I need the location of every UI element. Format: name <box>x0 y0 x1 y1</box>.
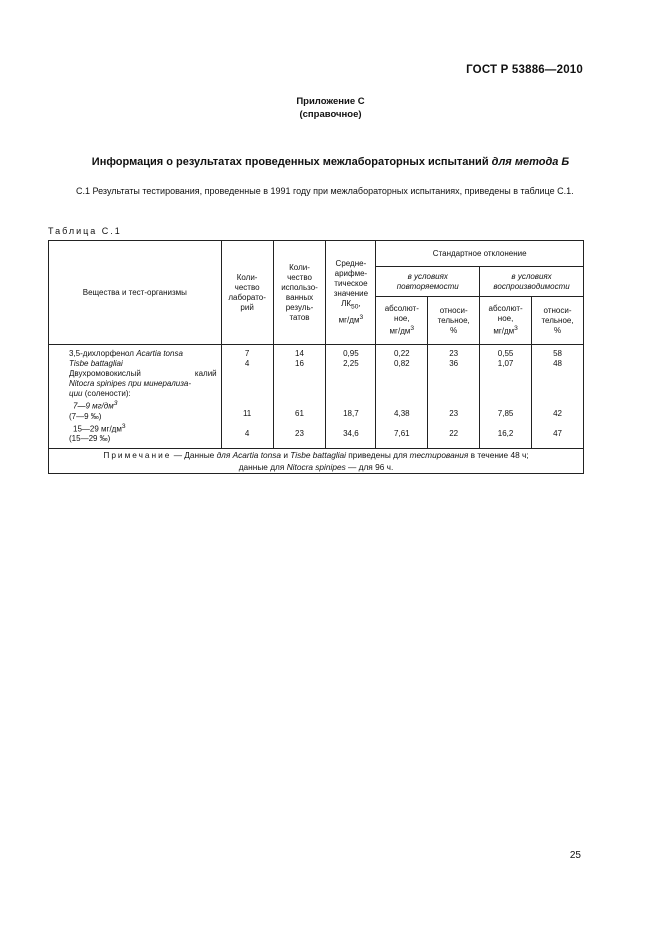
abs2-row-3: 7,85 <box>497 409 514 418</box>
tisbe-name: Tisbe battagliai <box>69 359 123 368</box>
substance-tisbe <box>69 359 221 369</box>
rel2-row-2: 48 <box>553 359 562 368</box>
abs1-row-3: 4,38 <box>394 409 410 418</box>
abs1-row-2: 0,82 <box>394 359 410 368</box>
substance-dcp <box>69 349 221 359</box>
results-row-1: 14 <box>295 349 304 358</box>
rel1-row-1: 23 <box>449 349 459 358</box>
range-1-sup: 3 <box>113 400 118 407</box>
note-p3: и <box>281 450 291 460</box>
section-title <box>0 156 661 168</box>
abs2-row-4: 16,2 <box>497 429 514 438</box>
results-row-3: 61 <box>295 409 304 418</box>
header-mean <box>326 241 376 345</box>
note-p4: Tisbe battagliai <box>290 450 346 460</box>
range-2-text: 15—29 мг/дм <box>73 424 122 434</box>
abs1-row-1: 0,22 <box>394 349 410 358</box>
rel2-row-3: 42 <box>553 409 562 418</box>
header-abs-reprod <box>480 297 532 345</box>
rel1-row-4: 22 <box>449 429 459 438</box>
intro-paragraph: С.1 Результаты тестирования, проведенные в 1991 году при межлабораторных испытаниях, приведены в таблице С.1. <box>76 186 574 196</box>
note-p8: данные для <box>238 462 287 472</box>
appendix-title: Приложение С <box>296 96 365 107</box>
appendix-subtitle: (справочное) <box>299 109 362 120</box>
note-p10: — для 96 ч. <box>345 462 394 472</box>
col-labs <box>221 345 273 449</box>
results-row-4: 23 <box>295 429 304 438</box>
header-abs-reprod-sup: 3 <box>514 325 518 333</box>
header-labs: Коли- чество лаборато- рий <box>221 241 273 345</box>
header-std: Стандартное отклонение <box>376 241 584 267</box>
substance-salinity <box>69 389 221 399</box>
header-rel-repeat: относи- тельное, % <box>428 297 480 345</box>
mean-row-2: 2,25 <box>343 359 359 368</box>
results-table <box>48 240 584 474</box>
rel2-row-4: 47 <box>553 429 562 438</box>
abs2-row-1: 0,55 <box>497 349 514 358</box>
col-rel-repeat <box>428 345 480 449</box>
substance-nitocra <box>69 379 221 389</box>
header-substances: Вещества и тест-организмы <box>49 241 222 345</box>
rel1-row-2: 36 <box>449 359 459 368</box>
header-abs-repeat-text: абсолют- ное, мг/дм <box>384 304 419 336</box>
page-number: 25 <box>569 850 581 861</box>
range-1 <box>69 399 221 412</box>
mineral-label-2: ции <box>69 389 83 398</box>
header-mean-sup: 3 <box>359 313 364 321</box>
document-number: ГОСТ Р 53886—2010 <box>466 64 583 76</box>
note-label: Примечание <box>103 450 172 460</box>
header-results: Коли- чество использо- ванных резуль- татов <box>273 241 326 345</box>
col-mean <box>326 345 376 449</box>
header-rel-reprod: относи- тельное, % <box>532 297 584 345</box>
mineral-label: при минерализа- <box>128 379 191 388</box>
mean-row-4: 34,6 <box>343 429 359 438</box>
header-abs-repeat <box>376 297 428 345</box>
labs-row-1: 7 <box>244 349 250 358</box>
abs1-row-4: 7,61 <box>394 429 410 438</box>
kbc-name-b: калий <box>194 369 217 378</box>
labs-row-4: 4 <box>244 429 250 438</box>
table-note-row <box>49 449 584 474</box>
substances-cell <box>49 345 222 449</box>
table-note <box>49 449 584 474</box>
col-rel-reprod <box>532 345 584 449</box>
rel2-row-1: 58 <box>553 349 562 358</box>
labs-row-2: 4 <box>244 359 250 368</box>
kbc-name: Двухромовокислый <box>69 369 141 378</box>
col-abs-repeat <box>376 345 428 449</box>
appendix-heading <box>0 95 661 121</box>
note-p9: Nitocra spinipes <box>286 462 346 472</box>
header-mean-text: Средне- арифме- тическое значение ЛК <box>333 259 369 309</box>
header-reprod: в условиях воспроизводимости <box>480 267 584 297</box>
note-p2: для Acartia tonsa <box>216 450 282 460</box>
range-1b: (7—9 ‰) <box>69 411 102 421</box>
salinity-label: (солености): <box>84 389 131 398</box>
header-abs-reprod-text: абсолют- ное, мг/дм <box>488 304 523 336</box>
dcp-name: 3,5-дихлорфенол <box>69 349 134 358</box>
labs-row-3: 11 <box>242 409 252 418</box>
abs2-row-2: 1,07 <box>497 359 514 368</box>
col-results <box>273 345 326 449</box>
header-abs-repeat-sup: 3 <box>410 325 415 333</box>
section-title-italic: для метода Б <box>491 156 570 168</box>
note-p6: тестирования <box>409 450 469 460</box>
note-p7: в течение 48 ч; <box>468 450 529 460</box>
mean-row-1: 0,95 <box>343 349 359 358</box>
note-p5: приведены для <box>346 450 410 460</box>
acartia-name: Acartia tonsa <box>136 349 183 358</box>
note-p1: — Данные <box>171 450 217 460</box>
results-row-2: 16 <box>295 359 304 368</box>
range-2-sup: 3 <box>121 422 126 430</box>
range-2b: (15—29 ‰) <box>69 434 111 444</box>
range-2 <box>69 422 221 435</box>
header-repeat: в условиях повторяемости <box>376 267 480 297</box>
range-1-text: 7—9 мг/дм <box>73 401 114 411</box>
substance-kbc <box>69 369 221 379</box>
rel1-row-3: 23 <box>449 409 459 418</box>
mean-row-3: 18,7 <box>343 409 359 418</box>
header-mean-sub: 50 <box>351 303 359 311</box>
col-abs-reprod <box>480 345 532 449</box>
header-mean-post: , мг/дм <box>338 299 361 325</box>
nitocra-name: Nitocra spinipes <box>69 379 126 388</box>
section-title-main: Информация о результатах проведенных межлабораторных испытаний <box>91 156 489 168</box>
table-caption: Таблица С.1 <box>48 226 122 236</box>
